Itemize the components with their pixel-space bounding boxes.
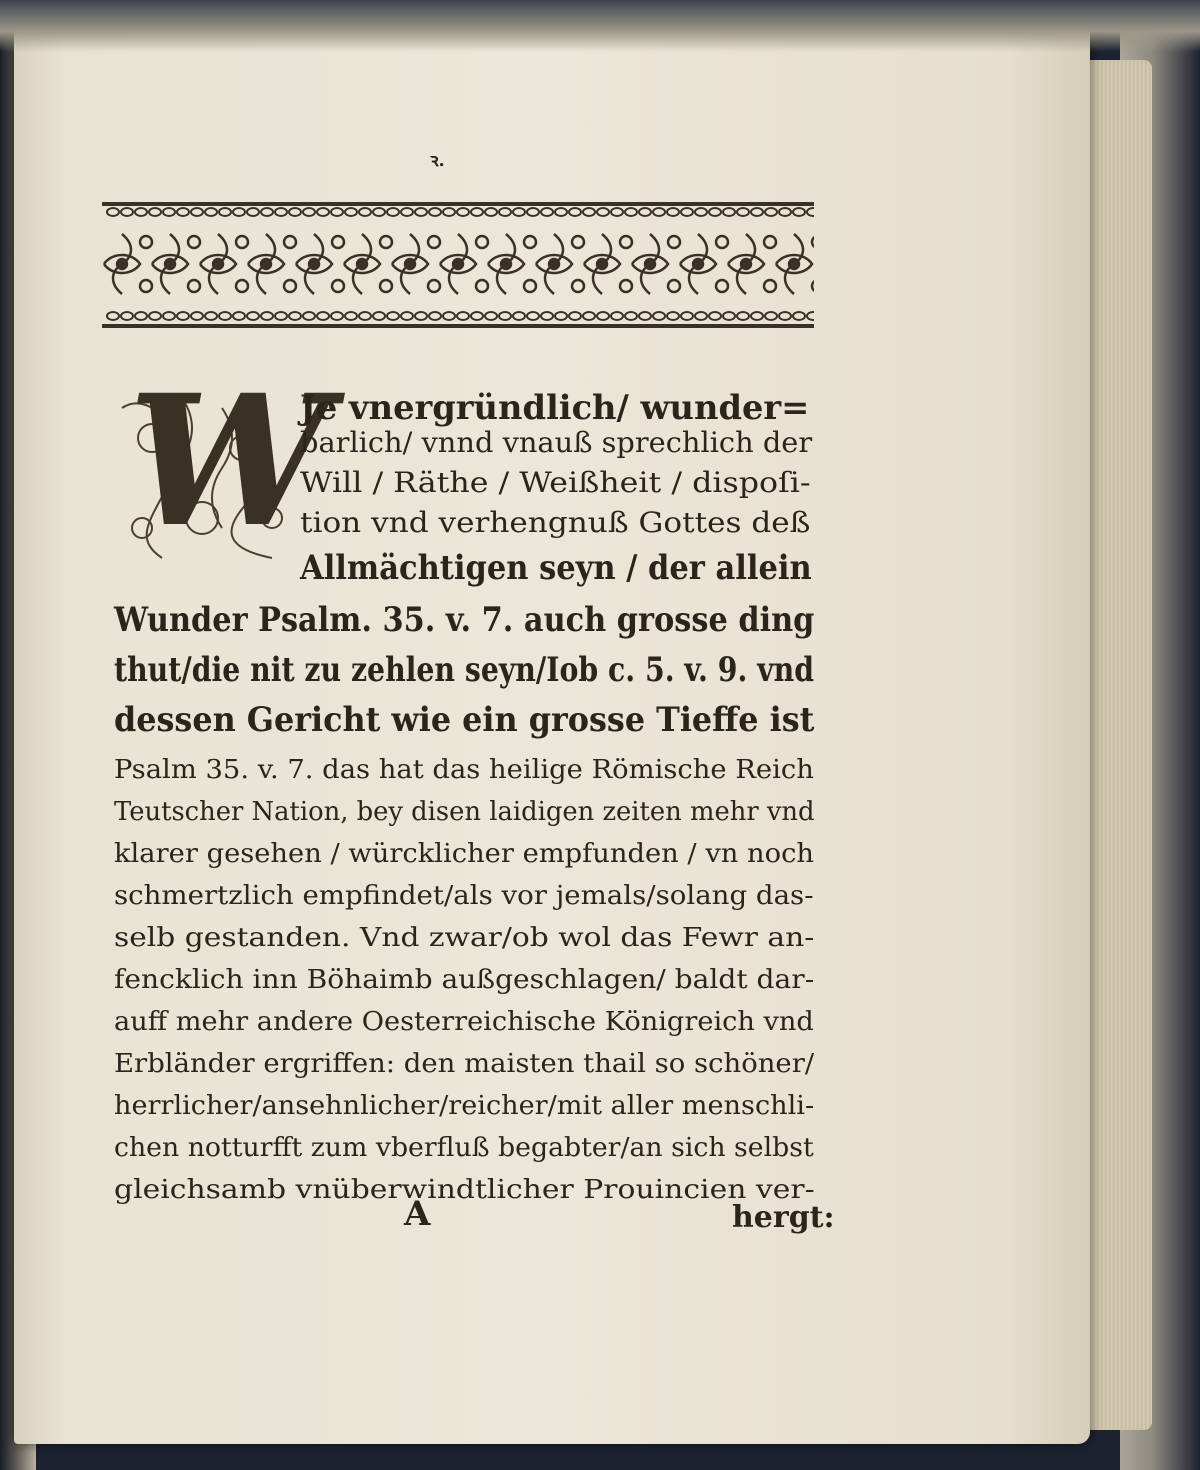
text-line: gleichsamb vnüberwindtlicher Prouincien ver-: [114, 1175, 815, 1205]
text-line: barlich/ vnnd vnauß sprechlich der: [300, 426, 813, 459]
text-line: fencklich inn Böhaimb außgeschlagen/ baldt dar-: [114, 965, 815, 995]
text-line: chen notturfft zum vberfluß begabter/an sich selbst: [114, 1133, 814, 1163]
text-line: schmertzlich empfindet/als vor jemals/solang das-: [114, 881, 814, 911]
book-cover-top-edge: [0, 0, 1200, 52]
decorated-initial-letter: [112, 356, 331, 570]
page-signature-mark: ꝛ.: [430, 150, 445, 171]
text-line: tion vnd verhengnuß Gottes deß: [300, 506, 811, 539]
text-line: auff mehr andere Oesterreichische Königreich vnd: [114, 1007, 814, 1037]
decorative-headpiece-ornament: [102, 192, 814, 340]
text-line: Psalm 35. v. 7. das hat das heilige Römische Reich: [114, 755, 814, 785]
text-line: klarer gesehen / würcklicher empfunden / vn noch: [114, 839, 815, 869]
text-line: Erbländer ergriffen: den maisten thail so schöner/: [114, 1049, 815, 1079]
text-line: Allmächtigen seyn / der allein: [300, 548, 812, 588]
signature-letter: A: [404, 1194, 431, 1234]
text-line: thut/die nit zu zehlen seyn/Iob c. 5. v. 9. vnd: [114, 650, 815, 690]
text-line: dessen Gericht wie ein grosse Tieffe ist: [114, 700, 815, 740]
text-line: herrlicher/ansehnlicher/reicher/mit aller menschli-: [114, 1091, 815, 1121]
page-stack-edges: [1080, 60, 1152, 1430]
text-line: Je vnergründlich/ wunder=: [300, 388, 810, 428]
text-line: Teutscher Nation, bey disen laidigen zeiten mehr vnd: [114, 797, 815, 827]
text-line: selb gestanden. Vnd zwar/ob wol das Fewr an-: [114, 923, 815, 953]
initial-letter-glyph: W: [128, 356, 331, 567]
text-line: Will / Räthe / Weißheit / dispoſi-: [300, 466, 811, 499]
text-line: Wunder Psalm. 35. v. 7. auch grosse ding: [114, 600, 815, 640]
catchword: hergt:: [732, 1200, 835, 1235]
